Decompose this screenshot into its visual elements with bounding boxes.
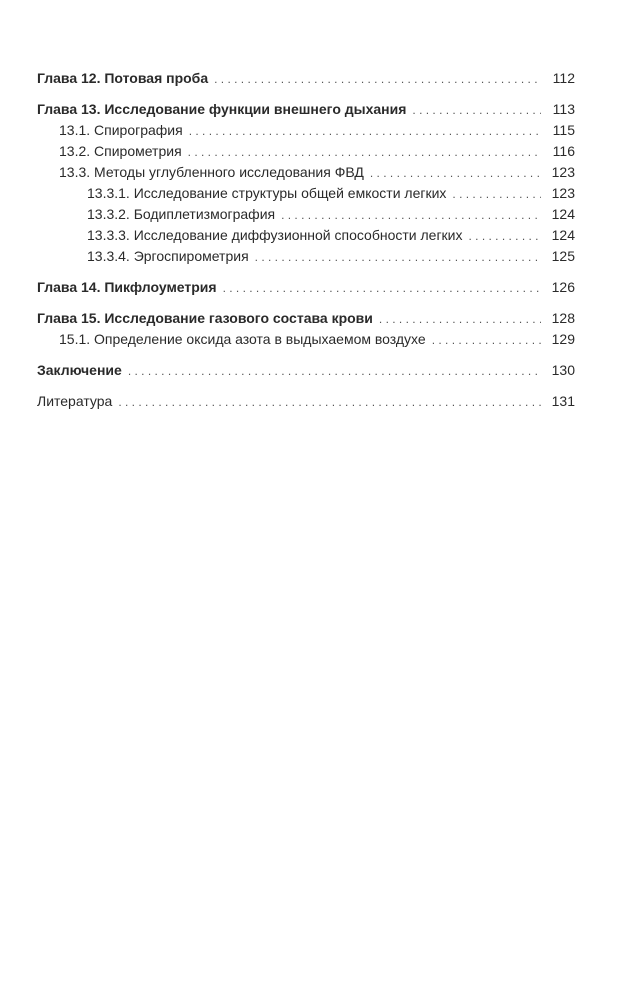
toc-leader-dots (128, 361, 541, 382)
toc-entry-title: 13.1. Спирография (59, 122, 183, 138)
toc-entry-title: 13.3.2. Бодиплетизмография (87, 206, 276, 222)
toc-leader-dots (452, 184, 541, 205)
toc-entry-13-1[interactable] (37, 120, 575, 141)
toc-entry-page: 131 (551, 393, 575, 409)
toc-entry-page: 113 (552, 101, 575, 117)
toc-entry-title: Глава 15. Исследование газового состава крови (37, 310, 373, 326)
toc-entry-page: 123 (551, 164, 575, 180)
toc-entry-page: 112 (552, 70, 575, 86)
toc-entry-references[interactable] (37, 391, 575, 412)
toc-entry-13-3-1[interactable] (37, 183, 575, 204)
toc-entry-title: 13.3.1. Исследование структуры общей емкости легких (87, 185, 447, 201)
toc-entry-title: 13.3.3. Исследование диффузионной способности легких (87, 227, 463, 243)
toc-entry-page: 124 (551, 227, 575, 243)
toc-entry-chapter-13[interactable] (37, 99, 575, 120)
toc-leader-dots (214, 69, 541, 90)
toc-entry-page: 126 (551, 279, 575, 295)
toc-entry-page: 124 (551, 206, 575, 222)
toc-leader-dots (188, 142, 541, 163)
toc-entry-title: 13.3. Методы углубленного исследования ФВД (59, 164, 364, 180)
toc-entry-title: 15.1. Определение оксида азота в выдыхаемом воздухе (59, 331, 426, 347)
toc-entry-title: Глава 12. Потовая проба (37, 70, 209, 86)
toc-entry-chapter-15[interactable] (37, 308, 575, 329)
toc-leader-dots (189, 121, 541, 142)
toc-entry-page: 123 (551, 185, 575, 201)
toc-entry-title: 13.2. Спирометрия (59, 143, 182, 159)
toc-entry-title: Глава 13. Исследование функции внешнего дыхания (37, 101, 407, 117)
toc-entry-13-2[interactable] (37, 141, 575, 162)
toc-leader-dots (370, 163, 541, 184)
toc-leader-dots (432, 330, 541, 351)
toc-entry-title: 13.3.4. Эргоспирометрия (87, 248, 249, 264)
toc-entry-13-3-2[interactable] (37, 204, 575, 225)
toc-entry-page: 116 (552, 143, 575, 159)
toc-entry-chapter-12[interactable] (37, 68, 575, 89)
toc-entry-15-1[interactable] (37, 329, 575, 350)
toc-leader-dots (223, 278, 541, 299)
toc-entry-conclusion[interactable] (37, 360, 575, 381)
toc-entry-page: 129 (551, 331, 575, 347)
toc-entry-title: Заключение (37, 362, 122, 378)
toc-entry-page: 128 (551, 310, 575, 326)
toc-leader-dots (281, 205, 541, 226)
toc-leader-dots (469, 226, 542, 247)
toc-entry-13-3-4[interactable] (37, 246, 575, 267)
toc-leader-dots (379, 309, 541, 330)
toc-entry-13-3-3[interactable] (37, 225, 575, 246)
toc-leader-dots (412, 100, 541, 121)
toc-entry-page: 125 (551, 248, 575, 264)
toc-entry-title: Глава 14. Пикфлоуметрия (37, 279, 217, 295)
table-of-contents (37, 68, 575, 412)
toc-leader-dots (255, 247, 541, 268)
toc-entry-page: 115 (552, 122, 575, 138)
toc-entry-page: 130 (551, 362, 575, 378)
toc-entry-title: Литература (37, 393, 113, 409)
toc-leader-dots (118, 392, 541, 413)
toc-entry-chapter-14[interactable] (37, 277, 575, 298)
toc-entry-13-3[interactable] (37, 162, 575, 183)
